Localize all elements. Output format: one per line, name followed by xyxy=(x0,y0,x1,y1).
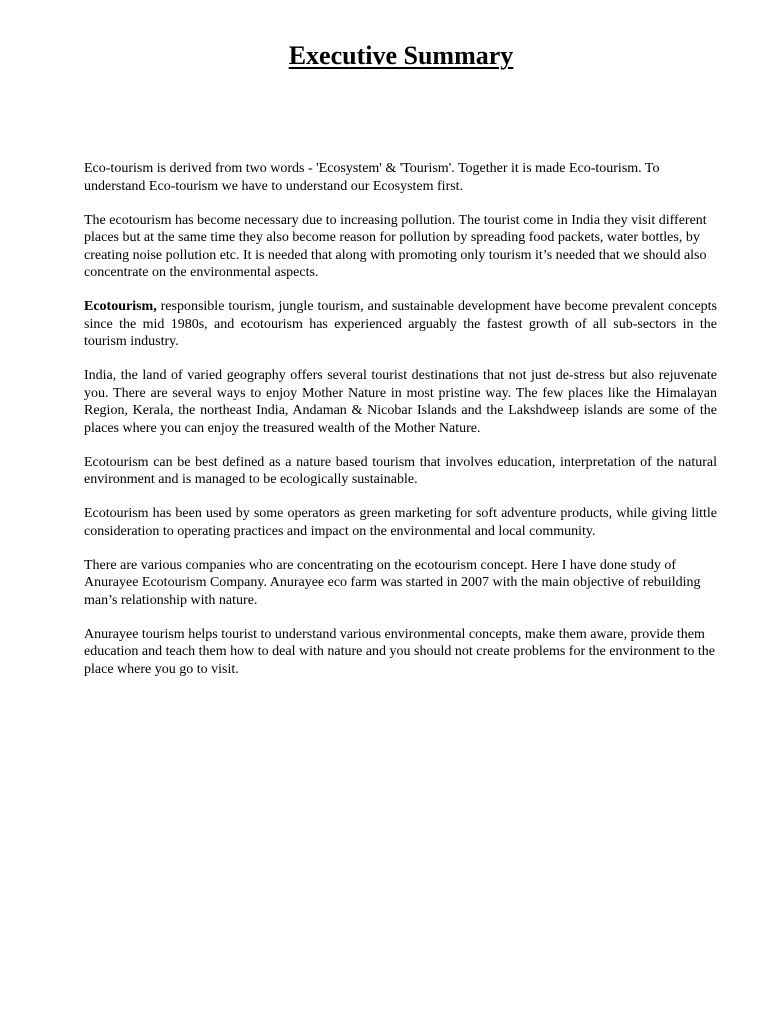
paragraph-ecotourism-defined xyxy=(84,454,717,489)
paragraph-text: There are various companies who are concentrating on the ecotourism concept. Here I have done study of Anurayee Ecotourism Company. Anurayee eco farm was started in 2007 with the main objective of rebuilding man’s relationship with nature. xyxy=(84,557,701,608)
paragraph-text: Anurayee tourism helps tourist to understand various environmental concepts, make them aware, provide them education and teach them how to deal with nature and you should not create problems for the environment to the place where you go to visit. xyxy=(84,626,715,677)
paragraph-text: Ecotourism can be best defined as a nature based tourism that involves education, interpretation of the natural environment and is managed to be ecologically sustainable. xyxy=(84,454,717,487)
paragraph-text: The ecotourism has become necessary due to increasing pollution. The tourist come in India they visit different places but at the same time they also become reason for pollution by spreading food packets, water bottles, by creating noise pollution etc. It is needed that along with promoting only tourism it’s needed that we should also concentrate on the environmental aspects. xyxy=(84,212,707,280)
document-body xyxy=(84,160,717,695)
paragraph-text: responsible tourism, jungle tourism, and sustainable development have become prevalent concepts since the mid 1980s, and ecotourism has experienced arguably the fastest growth of all sub-sectors in the tourism industry. xyxy=(84,299,717,349)
paragraph-ecotourism-growth xyxy=(84,298,717,351)
paragraph-india-destinations xyxy=(84,367,717,437)
paragraph-anurayee-company xyxy=(84,557,717,610)
paragraph-text: Eco-tourism is derived from two words - 'Ecosystem' & 'Tourism'. Together it is made Eco-tourism. To understand Eco-tourism we have to understand our Ecosystem first. xyxy=(84,161,660,194)
paragraph-eco-tourism-definition xyxy=(84,160,717,195)
paragraph-lead-term: Ecotourism, xyxy=(84,299,157,314)
paragraph-pollution xyxy=(84,212,717,282)
paragraph-anurayee-tourism xyxy=(84,626,717,679)
page-title: Executive Summary xyxy=(288,41,514,70)
paragraph-text: Ecotourism has been used by some operators as green marketing for soft adventure products, while giving little consideration to operating practices and impact on the environmental and local community. xyxy=(84,506,717,539)
paragraph-text: India, the land of varied geography offers several tourist destinations that not just de-stress but also rejuvenate you. There are several ways to enjoy Mother Nature in most pristine way. The few places like the Himalayan Region, Kerala, the northeast India, Andaman & Nicobar Islands and the Lakshdweep islands are some of the places where you can enjoy the treasured wealth of the Mother Nature. xyxy=(84,368,717,436)
paragraph-green-marketing xyxy=(84,505,717,540)
